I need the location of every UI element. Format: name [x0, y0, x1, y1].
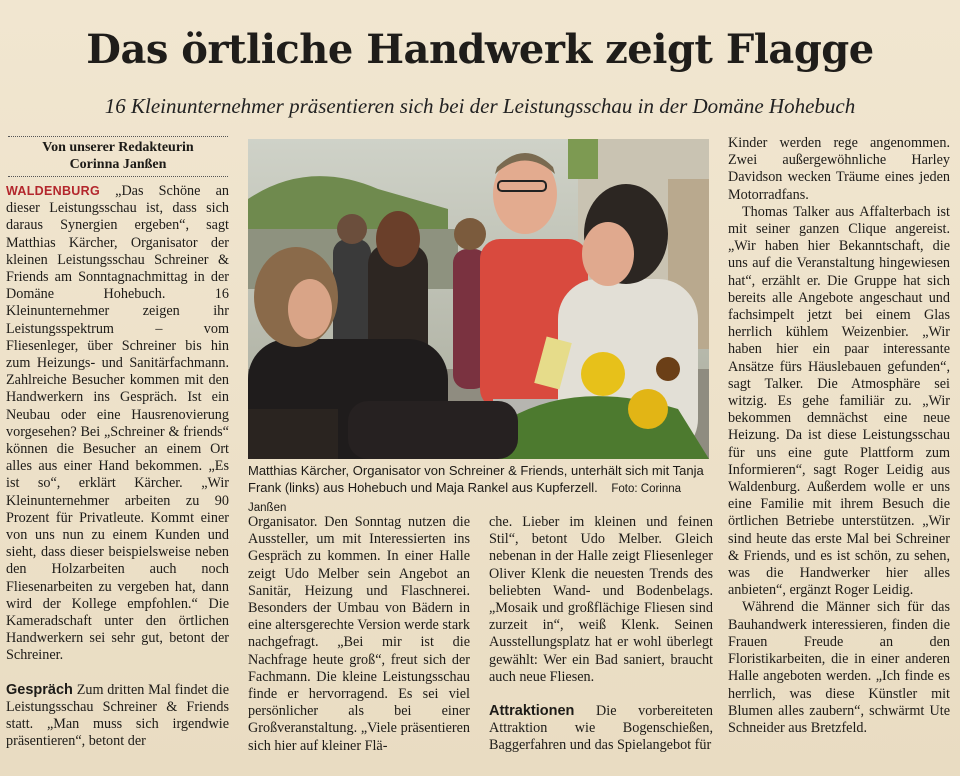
paragraph-text: „Das Schöne an dieser Leistungsschau ist, dass sich daraus Synergien ergeben“, sagt Matthias Kärcher, Organisator der kleinen Leistungsschau Schreiner & Friends am Sonntagnachmittag in der Domäne Hohebuch. 16 Kleinunternehmer zeigen ihr Leistungsspektrum – vom Fliesenleger, über Schreiner bis hin zum Heizungs- und Sanitärfachmann. Zahlreiche Besucher kommen mit den Handwerkern ins Gespräch. Ist ein Neubau oder eine Hausrenovierung vorgesehen? Bei „Schreiner & friends“ können die Besucher an einem Ort alles aus einer Hand bekommen. „Es ist so“, erklärt Kärcher. „Wir Kleinunternehmer arbeiten zu 90 Prozent für Privatleute. Kommt einer von uns nun zu einem Kunden und sieht, dass dieser beispielsweise neben den Holzarbeiten auch noch Fliesenarbeiten zu vergeben hat, dann wird der Kollege empfohlen.“ Die Kameradschaft unter den örtlichen Handwerkern sei sehr gut, betont der Schreiner. — [6, 183, 229, 664]
subheading: Attraktionen — [489, 703, 575, 720]
article-column-3 — [489, 514, 713, 755]
paragraph: che. Lieber im kleinen und feinen Stil“, betont Udo Melber. Gleich nebenan in der Halle zeigt Fliesenleger Oliver Klenk die neuesten Trends des beliebten Wand- und Bodenbelags. „Mosaik und großflächige Fliesen sind zurzeit in“, weiß Klenk. Seinen Ausstellungsplatz hat er wohl überlegt gewählt: Wer ein Bad saniert, braucht auch neue Fliesen. — [489, 514, 713, 685]
headline: Das örtliche Handwerk zeigt Flagge — [86, 26, 874, 73]
paragraph — [6, 682, 229, 751]
article-column-1 — [6, 183, 229, 751]
paragraph — [6, 183, 229, 665]
paragraph — [489, 703, 713, 755]
photo-caption — [248, 462, 718, 517]
paragraph-text: Zum dritten Mal findet die Leistungsschau Schreiner & Friends statt. „Man muss sich irgendwie präsentieren“, betont der — [6, 681, 229, 750]
caption-text: Matthias Kärcher, Organisator von Schreiner & Friends, unterhält sich mit Tanja Frank (links) aus Hohebuch und Maja Rankel aus Kupferzell. — [248, 463, 704, 495]
byline-author: Corinna Janßen — [69, 157, 167, 172]
paragraph: Organisator. Den Sonntag nutzen die Aussteller, um mit Interessierten ins Gespräch zu kommen. In einer Halle zeigt Udo Melber sein Angebot an Sanitär, Heizung und Flaschnerei. Besonders der Umbau von Bädern in eine altersgerechte Version werde stark nachgefragt. „Bei mir ist die Nachfrage heute groß“, freut sich der Fachmann. Die kleine Leistungsschau finde er hervorragend. Es sei viel persönlicher als bei einer Großveranstaltung. „Viele präsentieren sich hier auf kleiner Flä- — [248, 514, 470, 754]
subheading: Gespräch — [6, 681, 73, 698]
article-photo — [248, 139, 709, 459]
subheadline: 16 Kleinunternehmer präsentieren sich bei der Leistungsschau in der Domäne Hohebuch — [104, 94, 856, 118]
photo-credit: Foto: Corinna Janßen — [248, 483, 682, 514]
dateline: WALDENBURG — [6, 184, 100, 198]
paragraph: Kinder werden rege angenommen. Zwei außergewöhnliche Harley Davidson wecken Träume eines jeden Motorradfans. — [728, 135, 950, 203]
byline — [8, 139, 228, 173]
byline-rule-top — [8, 136, 228, 137]
article-column-4 — [728, 135, 950, 737]
byline-role: Von unserer Redakteurin — [42, 140, 194, 155]
paragraph: Thomas Talker aus Affalterbach ist mit seiner ganzen Clique angereist. „Wir haben hier Bekanntschaft, die uns auf die Veranstaltung hingewiesen hat“, erzählt er. Die Gruppe hat sich bereits alle Angebote angeschaut und fachsimpelt jetzt bei einem Glas herrlich kühlem Weizenbier. „Wir haben hier ein paar interessante Ansätze fürs Häuslebauen gefunden“, sagt Talker. Die Atmosphäre sei witzig. Es gehe familiär zu. „Wir bekommen demnächst eine neue Heizung. Da ist diese Leistungsschau für uns eine gute Plattform zum Informieren“, sagt Roger Leidig aus Waldenburg. Außerdem wolle er uns eine Familie mit ihrem Besuch die örtlichen Betriebe unterstützen. „Wir sind heute das erste Mal bei Schreiner & Friends, und es ist schön, zu sehen, was die Handwerker hier alles anbieten“, ergänzt Roger Leidig. — [728, 203, 950, 599]
byline-rule-bottom — [8, 176, 228, 177]
paragraph: Während die Männer sich für das Bauhandwerk interessieren, finden die Frauen Freude an den Floristikarbeiten, die in einer anderen Halle angeboten werden. „Ich finde es herrlich, was diese Künstler mit Blumen alles zaubern“, schwärmt Ute Schneider aus Bretzfeld. — [728, 599, 950, 736]
article-column-2 — [248, 514, 470, 755]
paragraph-text: Die vorbereiteten Attraktion wie Bogenschießen, Baggerfahren und das Spielangebot für — [489, 703, 714, 754]
